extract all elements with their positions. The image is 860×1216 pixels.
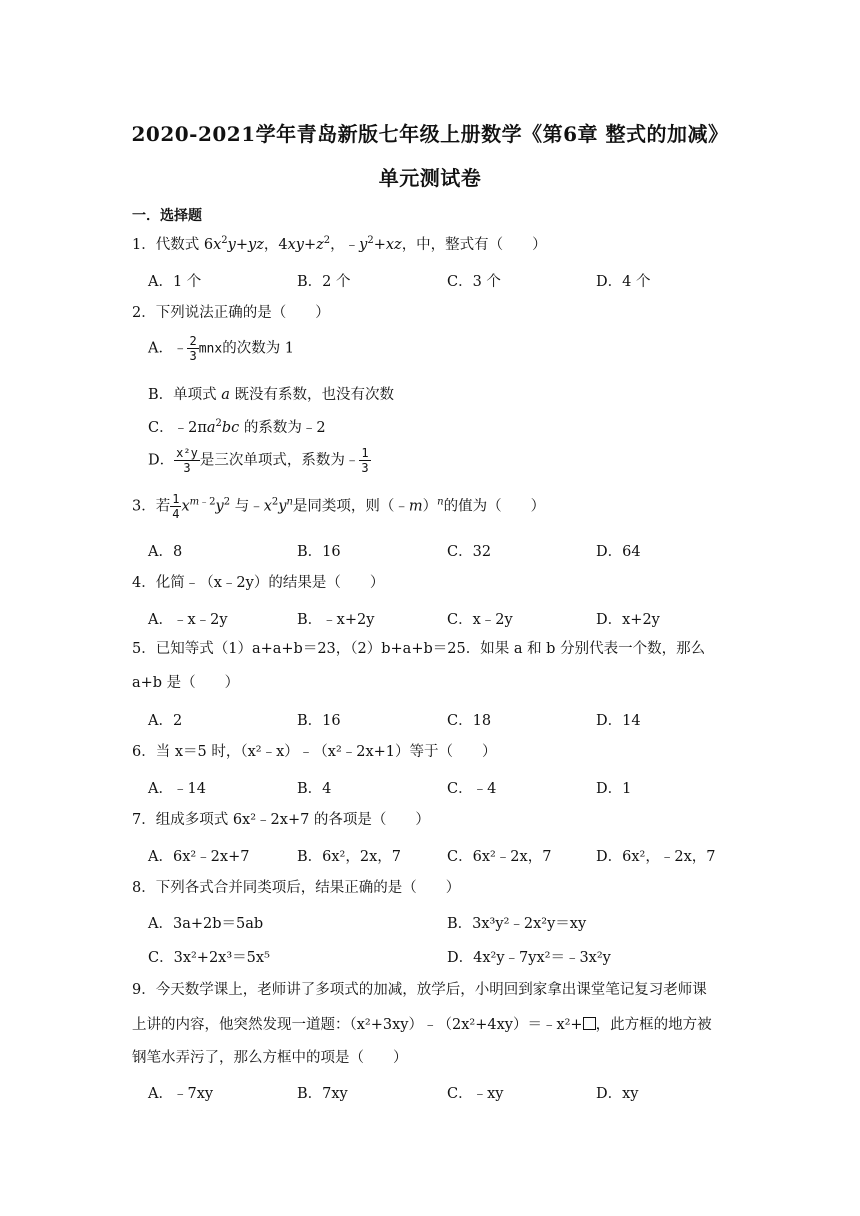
q8-option-c: C．3x²+2x³＝5x⁵ (148, 950, 270, 966)
fraction: $\frac{2}{3}$ (189, 334, 197, 363)
q8-option-d: D．4x²y﹣7yx²＝﹣3x²y (447, 950, 611, 966)
q2-option-b: B．单项式 a 既没有系数，也没有次数 (148, 387, 395, 403)
question-9-line3: 钢笔水弄污了，那么方框中的项是（ ） (132, 1050, 408, 1066)
q5-option-d: D．14 (596, 713, 641, 729)
q8-option-b: B．3x³y²﹣2x²y＝xy (447, 916, 587, 932)
q7-option-a: A．6x²﹣2x+7 (148, 849, 250, 865)
q8-option-a: A．3a+2b＝5ab (148, 916, 264, 932)
q3-option-a: A．8 (148, 544, 183, 560)
q2-option-a: A．﹣ $\frac{2}{3}$ mnx的次数为 1 (148, 334, 295, 363)
question-8-stem: 8．下列各式合并同类项后，结果正确的是（ ） (132, 880, 461, 896)
document-subtitle: 单元测试卷 (378, 166, 482, 190)
q9-option-b: B．7xy (297, 1086, 348, 1102)
q3-option-c: C．32 (447, 544, 492, 560)
fraction: $\frac{1}{3}$ (361, 446, 369, 475)
q5-option-a: A．2 (148, 713, 183, 729)
q3-option-b: B．16 (297, 544, 341, 560)
q6-option-a: A．﹣14 (148, 781, 206, 797)
q1-option-d: D．4 个 (596, 274, 651, 290)
question-2-stem: 2．下列说法正确的是（ ） (132, 305, 330, 321)
q7-option-b: B．6x²，2x，7 (297, 849, 401, 865)
question-7-stem: 7．组成多项式 6x²﹣2x+7 的各项是（ ） (132, 812, 430, 828)
question-3: 3．若 $\frac{1}{4}$ $x^{m﹣2}y^2$ 与$﹣x^2y^n$是同类项，则（﹣m）$^n$的值为（ ） (132, 492, 546, 521)
blank-box (583, 1017, 596, 1030)
question-9-line1: 9．今天数学课上，老师讲了多项式的加减，放学后，小明回到家拿出课堂笔记复习老师课 (132, 982, 707, 998)
q4-option-a: A．﹣x﹣2y (148, 612, 228, 628)
q1-option-c: C．3 个 (447, 274, 501, 290)
q5-option-c: C．18 (447, 713, 492, 729)
fraction: $\frac{1}{4}$ (172, 492, 180, 521)
q1-option-a: A．1 个 (148, 274, 202, 290)
q4-option-d: D．x+2y (596, 612, 660, 628)
section-heading: 一．选择题 (132, 208, 202, 224)
q3-option-d: D．64 (596, 544, 641, 560)
q6-option-d: D．1 (596, 781, 632, 797)
q4-option-c: C．x﹣2y (447, 612, 513, 628)
question-5-stem: 5．已知等式（1）a+a+b＝23，（2）b+a+b＝25．如果 a 和 b 分别代表一个数，那么 a+b 是（ ） (132, 641, 706, 691)
q9-option-d: D．xy (596, 1086, 639, 1102)
q7-option-c: C．6x²﹣2x，7 (447, 849, 552, 865)
question-9-line2: 上讲的内容，他突然发现一道题：（x²+3xy）﹣（2x²+4xy）＝﹣x²+ ，此方框的地方被 (132, 1017, 712, 1033)
q6-option-c: C．﹣4 (447, 781, 497, 797)
q5-option-b: B．16 (297, 713, 341, 729)
q2-option-c: C．$﹣2\pi a^2bc$ 的系数为﹣2 (148, 418, 326, 436)
question-1: 1．代数式 $6x^2y+yz$，$4xy+z^2$，$﹣y^2+xz$，中，整式有（ ） (132, 235, 547, 253)
question-6-stem: 6．当 x＝5 时，（x²﹣x）﹣（x²﹣2x+1）等于（ ） (132, 744, 497, 760)
q9-option-a: A．﹣7xy (148, 1086, 214, 1102)
q2-option-d: D． $\frac{\text{x²y}}{3}$ 是三次单项式，系数为﹣ $\frac{1}{3}$ (148, 446, 369, 475)
q7-option-d: D．6x²，﹣2x，7 (596, 849, 716, 865)
question-4-stem: 4．化简﹣（x﹣2y）的结果是（ ） (132, 575, 385, 591)
fraction: $\frac{\text{x²y}}{3}$ (176, 446, 198, 475)
document-title: 2020-2021学年青岛新版七年级上册数学《第6章 整式的加减》 (131, 122, 729, 146)
q6-option-b: B．4 (297, 781, 332, 797)
q4-option-b: B．﹣x+2y (297, 612, 375, 628)
q1-option-b: B．2 个 (297, 274, 351, 290)
q9-option-c: C．﹣xy (447, 1086, 504, 1102)
